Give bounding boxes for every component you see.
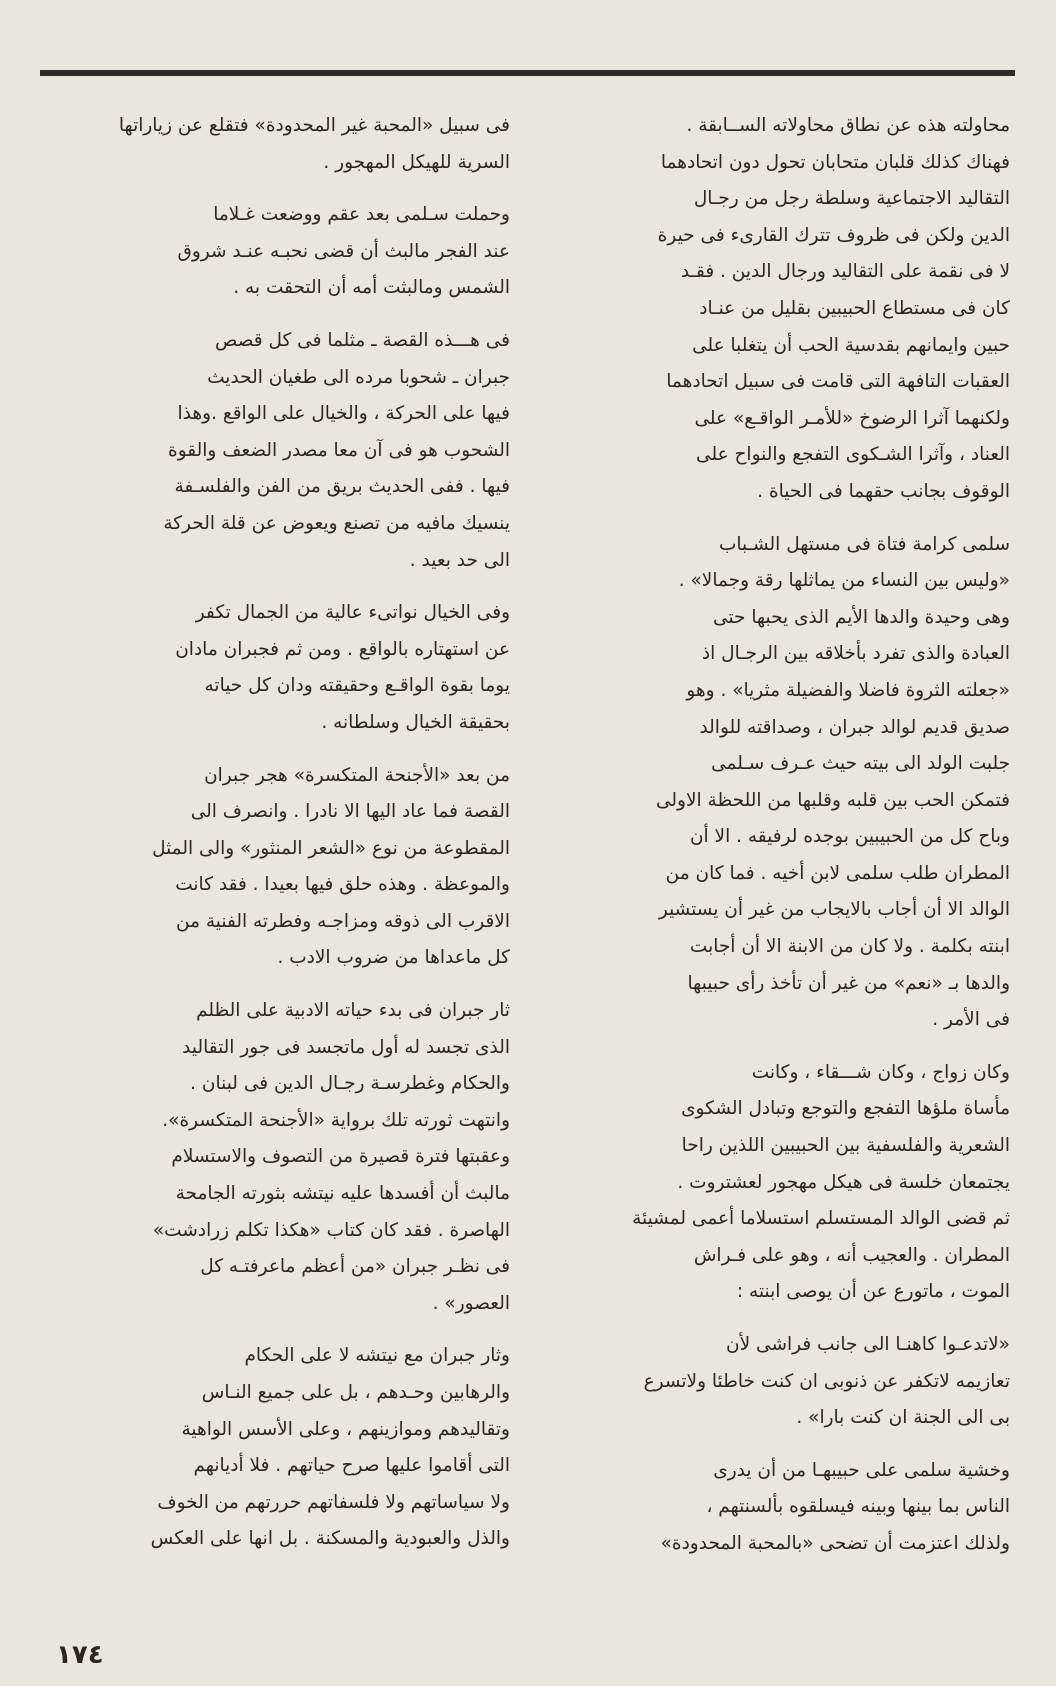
text-line: السرية للهيكل المهجور . (323, 151, 510, 173)
text-line: والموعظة . وهذه حلق فيها بعيدا . فقد كانت (175, 874, 510, 896)
paragraph-gap (48, 307, 510, 323)
text-line: وخشية سلمى على حبيبهـا من أن يدرى (713, 1459, 1010, 1481)
text-line: فهناك كذلك قلبان متحابان تحول دون اتحادهما (660, 151, 1010, 173)
text-line: ينسيك مافيه من تصنع ويعوض عن قلة الحركة (163, 512, 510, 534)
text-line: ولذلك اعتزمت أن تضحى «بالمحبة المحدودة» (660, 1532, 1010, 1554)
text-line: الدين ولكن فى ظروف تترك القارىء فى حيرة (657, 224, 1010, 246)
text-line: الوقوف بجانب حقهما فى الحياة . (757, 480, 1010, 502)
right-column (548, 108, 1010, 1563)
text-line: الاقرب الى ذوقه ومزاجـه وفطرته الفنية من (176, 910, 510, 932)
text-line: ثم قضى الوالد المستسلم استسلاما أعمى لمشيئة (632, 1208, 1010, 1230)
text-line: الوالد الا أن أجاب بالايجاب من غير أن يستشير (658, 899, 1010, 921)
paragraph-gap (48, 977, 510, 993)
text-line: الشعرية والفلسفية بين الحبيبين اللذين راحا (681, 1135, 1010, 1157)
text-line: «جعلته الثروة فاضلا والفضيلة مثريا» . وهو (686, 679, 1010, 701)
text-line: فتمكن الحب بين قلبه وقلبها من اللحظة الاولى (655, 789, 1010, 811)
text-line: وفى الخيال نواتىء عالية من الجمال تكفر (195, 602, 510, 624)
text-line: فيها . ففى الحديث بريق من الفن والفلسـفة (174, 476, 510, 498)
text-line: فى سبيل «المحبة غير المحدودة» فتقلع عن زياراتها (118, 115, 510, 136)
left-column (48, 108, 510, 1558)
paragraph (48, 758, 510, 978)
paragraph (548, 527, 1010, 1039)
text-line: المطران . والعجيب أنه ، وهو على فـراش (693, 1244, 1010, 1266)
text-line: العقبات التافهة التى قامت فى سبيل اتحادهما (666, 371, 1010, 393)
text-line: العصور» . (432, 1292, 510, 1314)
paragraph-gap (548, 1437, 1010, 1453)
paragraph (48, 595, 510, 741)
text-line: التى أقاموا عليها صرح حياتهم . فلا أديانهم (193, 1455, 510, 1477)
text-line: يجتمعان خلسة فى هيكل مهجور لعشتروت . (677, 1171, 1010, 1193)
text-line: وهى وحيدة والدها الأيم الذى يحبها حتى (713, 606, 1010, 628)
text-line: جبران ـ شحوبا مرده الى طغيان الحديث (207, 366, 510, 388)
paragraph (548, 1453, 1010, 1563)
text-line: فيها على الحركة ، والخيال على الواقع .وهذا (177, 403, 510, 425)
text-line: ابنته بكلمة . ولا كان من الابنة الا أن أجابت (689, 936, 1010, 958)
text-line: العناد ، وآثرا الشـكوى التفجع والنواح على (696, 444, 1010, 466)
text-line: القصة فما عاد اليها الا نادرا . وانصرف الى (190, 801, 510, 823)
text-line: الهاصرة . فقد كان كتاب «هكذا تكلم زرادشت» (152, 1219, 510, 1241)
paragraph-gap (48, 579, 510, 595)
text-line: والدها بـ «نعم» من غير أن تأخذ رأى حبيبها (687, 972, 1010, 994)
text-line: «وليس بين النساء من يماثلها رقة وجمالا» . (678, 570, 1010, 592)
paragraph-gap (548, 511, 1010, 527)
text-line: الى حد بعيد . (409, 549, 510, 571)
text-line: صديق قديم لوالد جبران ، وصداقته للوالد (699, 716, 1010, 738)
text-line: «لاتدعـوا كاهنـا الى جانب فراشى لأن (726, 1334, 1010, 1355)
paragraph (548, 108, 1010, 511)
text-line: الشحوب هو فى آن معا مصدر الضعف والقوة (168, 439, 510, 461)
text-line: مالبث أن أفسدها عليه نيتشه بثورته الجامحة (175, 1183, 510, 1205)
text-line: وكان زواج ، وكان شـــقاء ، وكانت (751, 1061, 1010, 1083)
paragraph (548, 1327, 1010, 1437)
text-line: بحقيقة الخيال وسلطانه . (321, 711, 510, 733)
text-line: المطران طلب سلمى لابن أخيه . فما كان من (665, 862, 1010, 884)
text-line: وحملت سـلمى بعد عقم ووضعت غـلاما (213, 204, 510, 226)
text-line: الموت ، ماتورع عن أن يوصى ابنته : (736, 1281, 1010, 1303)
text-line: فى نظـر جبران «من أعظم ماعرفتـه كل (200, 1256, 510, 1278)
paragraph-gap (48, 742, 510, 758)
paragraph (48, 108, 510, 181)
text-line: وتقاليدهم وموازينهم ، وعلى الأسس الواهية (181, 1418, 510, 1440)
text-line: لا فى نقمة على التقاليد ورجال الدين . فقـد (680, 261, 1010, 283)
text-line: التقاليد الاجتماعية وسلطة رجل من رجـال (693, 188, 1010, 210)
text-line: وباح كل من الحبيبين بوجده لرفيقه . الا أن (689, 826, 1010, 848)
text-line: مأساة ملؤها التفجع والتوجع وتبادل الشكوى (681, 1098, 1010, 1120)
text-line: العبادة والذى تفرد بأخلاقه بين الرجـال اذ (701, 643, 1010, 665)
text-line: فى هـــذه القصة ـ مثلما فى كل قصص (215, 329, 510, 351)
text-line: جلبت الولد الى بيته حيث عـرف سـلمى (711, 753, 1010, 775)
paragraph-gap (548, 1039, 1010, 1055)
paragraph (48, 1338, 510, 1558)
text-line: ولا سياساتهم ولا فلسفاتهم حررتهم من الخوف (157, 1491, 510, 1513)
page-number: ١٧٤ (56, 1640, 104, 1670)
paragraph (548, 1055, 1010, 1311)
text-line: من بعد «الأجنحة المتكسرة» هجر جبران (204, 764, 510, 786)
text-line: ولكنهما آثرا الرضوخ «للأمـر الواقـع» على (694, 407, 1010, 429)
paragraph-gap (48, 1322, 510, 1338)
paragraph (48, 993, 510, 1322)
text-line: المقطوعة من نوع «الشعر المنثور» والى المثل (152, 837, 510, 859)
text-line: وانتهت ثورته تلك برواية «الأجنحة المتكسرة». (162, 1109, 510, 1131)
text-line: حبين وايمانهم بقدسية الحب أن يتغلبا على (692, 334, 1010, 356)
paragraph-gap (48, 181, 510, 197)
text-line: عن استهتاره بالواقع . ومن ثم فجبران مادان (175, 638, 510, 660)
text-line: يوما بقوة الواقـع وحقيقته ودان كل حياته (204, 675, 510, 697)
text-line: الناس بما بينها وبينه فيسلقوه بألسنتهم ، (706, 1496, 1010, 1518)
text-line: سلمى كرامة فتاة فى مستهل الشـباب (718, 533, 1010, 555)
paragraph (48, 323, 510, 579)
text-line: والرهابين وحـدهم ، بل على جميع النـاس (201, 1382, 510, 1403)
text-line: وعقبتها فترة قصيرة من التصوف والاستسلام (171, 1146, 510, 1168)
text-line: وثار جبران مع نيتشه لا على الحكام (244, 1345, 510, 1367)
text-line: الشمس ومالبثت أمه أن التحقت به . (233, 277, 510, 299)
text-line: عند الفجر مالبث أن قضى نحبـه عنـد شروق (177, 240, 510, 262)
text-line: محاولته هذه عن نطاق محاولاته الســابقة . (686, 115, 1010, 136)
paragraph (48, 197, 510, 307)
text-line: بى الى الجنة ان كنت بارا» . (796, 1407, 1010, 1429)
text-line: والذل والعبودية والمسكنة . بل انها على العكس (150, 1528, 510, 1550)
text-line: والحكام وغطرسـة رجـال الدين فى لبنان . (190, 1073, 510, 1095)
text-line: كل ماعداها من ضروب الادب . (277, 947, 510, 969)
text-line: كان فى مستطاع الحبيبين بقليل من عنـاد (699, 297, 1010, 319)
paragraph-gap (548, 1311, 1010, 1327)
text-line: تعازيمه لاتكفر عن ذنوبى ان كنت خاطئا ولاتسرع (643, 1370, 1010, 1392)
text-line: الذى تجسد له أول ماتجسد فى جور التقاليد (182, 1036, 510, 1058)
top-rule (40, 70, 1015, 76)
text-line: ثار جبران فى بدء حياته الادبية على الظلم (196, 1000, 510, 1022)
text-line: فى الأمر . (932, 1009, 1010, 1031)
